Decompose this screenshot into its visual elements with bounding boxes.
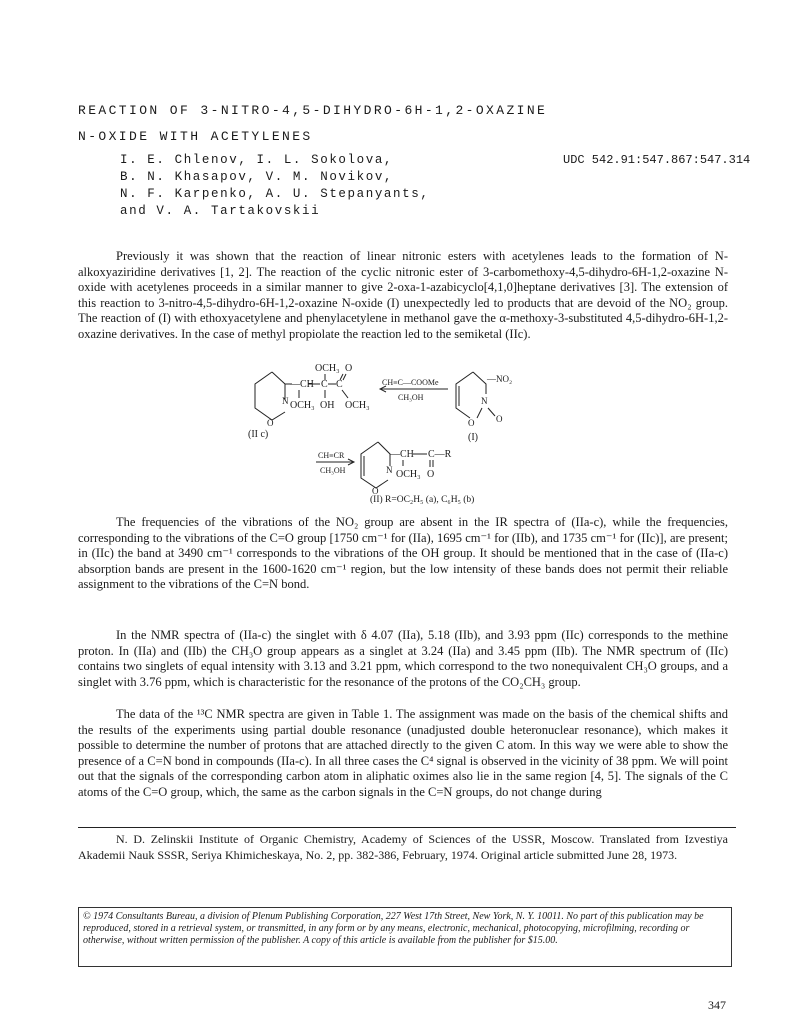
i-o-noxide: O <box>496 414 503 424</box>
iic-och3-top: OCH₃ <box>315 363 340 374</box>
structure-i <box>456 372 512 443</box>
iic-c: C <box>321 379 328 390</box>
label-iic: (II c) <box>248 429 269 440</box>
affiliation-text: N. D. Zelinskii Institute of Organic Chemistry, Academy of Sciences of the USSR, Moscow. Translated from Izvestiya Akademii Nauk SSSR, Seriya Khimicheskaya, No. 2, pp. 382-386, February, 1974. Original article submitted June 28, 1973. <box>78 832 728 862</box>
author-list <box>120 152 429 220</box>
author-line-3: N. F. Karpenko, A. U. Stepanyants, <box>120 187 430 201</box>
reagent-1-top: CH≡C—COOMe <box>382 378 439 387</box>
iic-o-top: O <box>345 363 353 374</box>
author-line-4: and V. A. Tartakovskii <box>120 204 321 218</box>
ii-ch: —CH <box>390 449 414 460</box>
iic-och3-a: OCH₃ <box>290 400 315 411</box>
i-no2: —NO₂ <box>487 374 513 384</box>
i-n: N <box>481 396 488 406</box>
footnote-divider <box>78 827 736 828</box>
label-ii: (II) R=OC₂H₅ (a), C₆H₅ (b) <box>370 495 475 505</box>
iic-ch: —CH <box>290 379 314 390</box>
ii-o-ring: O <box>372 486 379 496</box>
iic-c2: C <box>336 379 343 390</box>
arrow-acetylene <box>316 451 354 475</box>
title-line-1: REACTION OF 3-NITRO-4,5-DIHYDRO-6H-1,2-OXAZINE <box>78 103 548 118</box>
structure-iic <box>248 363 370 440</box>
ii-n: N <box>386 465 393 475</box>
paragraph-nmr-text: In the NMR spectra of (IIa-c) the singlet with δ 4.07 (IIa), 5.18 (IIb), and 3.93 ppm (IIc) corresponds to the methine proton. In (IIa) and (IIb) the CH₃O group appears as a singlet at 3.24 (IIa) and 3.45 ppm (IIb). The NMR spectrum of (IIc) contains two singlets of equal intensity with 3.13 and 3.21 ppm, which correspond to the two nonequivalent CH₃O groups, and a singlet with 3.76 ppm, which is characteristic for the resonance of the protons of the CO₂CH₃ group. <box>78 628 728 689</box>
iic-och3-b: OCH₃ <box>345 400 370 411</box>
ii-c-r: C—R <box>428 449 452 460</box>
paragraph-intro-text: Previously it was shown that the reaction of linear nitronic esters with acetylenes leads to the formation of N-alkoxyaziridine derivatives [1, 2]. The reaction of the cyclic nitronic ester of 3-carbomethoxy-4,5-dihydro-6H-1,2-oxazine N-oxide with acetylenes proceeds in a similar manner to give 2-oxa-1-azabicyclo[4,1,0]heptane derivatives [3]. The extension of this reaction to 3-nitro-4,5-dihydro-6H-1,2-oxazine N-oxide (I) unexpectedly led to products that are devoid of the NO₂ group. The reaction of (I) with ethoxyacetylene and phenylacetylene in methanol gave the α-methoxy-3-substituted 4,5-dihydro-6H-1,2-oxazine derivatives. In the case of methyl propiolate the reaction led to the semiketal (IIc). <box>78 249 728 341</box>
reagent-2-bottom: CH₃OH <box>320 466 346 475</box>
structure-ii <box>361 442 474 505</box>
reagent-2-top: CH≡CR <box>318 451 345 460</box>
copyright-notice <box>78 907 732 967</box>
paragraph-13c <box>78 707 728 801</box>
label-i: (I) <box>468 432 478 443</box>
author-line-1: I. E. Chlenov, I. L. Sokolova, <box>120 153 394 167</box>
udc-code: UDC 542.91:547.867:547.314 <box>563 153 751 167</box>
reagent-1-bottom: CH₃OH <box>398 393 424 402</box>
i-o-ring: O <box>468 418 475 428</box>
iic-oh: OH <box>320 400 335 411</box>
paragraph-13c-text: The data of the ¹³C NMR spectra are given in Table 1. The assignment was made on the basis of the chemical shifts and the results of the experiments using partial double resonance (unadjusted double heteronuclear resonance), which makes it possible to determine the number of protons that are attached directly to the given C atom. In this way we were able to show the presence of a C=N bond in compounds (IIa-c). In all three cases the C⁴ signal is observed in the vicinity of 38 ppm. We will point out that the signals of the corresponding carbon atom in aliphatic oximes also lie in the same region [4, 5]. The signals of the C atoms of the C=O group, which, the same as the carbon signals in the C=N groups, do not change during <box>78 707 728 799</box>
iic-n: N <box>282 396 289 406</box>
ii-o: O <box>427 469 435 480</box>
ii-och3: OCH₃ <box>396 469 421 480</box>
paragraph-intro <box>78 249 728 343</box>
reaction-scheme <box>230 360 530 505</box>
arrow-methyl-propiolate <box>380 378 448 402</box>
paragraph-ir-text: The frequencies of the vibrations of the NO₂ group are absent in the IR spectra of (IIa-c), while the frequencies, corresponding to the vibrations of the C=O group [1750 cm⁻¹ for (IIa), 1695 cm⁻¹ for (IIb), and 1735 cm⁻¹ for (IIc)], are present; in (IIc) the band at 3490 cm⁻¹ corresponds to the vibrations of the OH group. It should be mentioned that in the case of (IIa-c) absorption bands are present in the 1600-1620 cm⁻¹ region, but the low intensity of these bands does not permit their reliable assignment to the vibrations of the C=N bond. <box>78 515 728 592</box>
paragraph-ir <box>78 515 728 593</box>
article-title <box>78 98 547 150</box>
copyright-text: © 1974 Consultants Bureau, a division of Plenum Publishing Corporation, 227 West 17th Street, New York, N. Y. 10011. No part of this publication may be reproduced, stored in a retrieval system, or transmitted, in any form or by any means, electronic, mechanical, photocopying, microfilming, recording or otherwise, without written permission of the publisher. A copy of this article is available from the publisher for $15.00. <box>83 911 704 947</box>
title-line-2: N-OXIDE WITH ACETYLENES <box>78 129 313 144</box>
author-line-2: B. N. Khasapov, V. M. Novikov, <box>120 170 394 184</box>
page-number: 347 <box>708 998 726 1012</box>
iic-o-ring: O <box>267 418 274 428</box>
paragraph-nmr <box>78 628 728 690</box>
affiliation-footnote <box>78 832 728 863</box>
